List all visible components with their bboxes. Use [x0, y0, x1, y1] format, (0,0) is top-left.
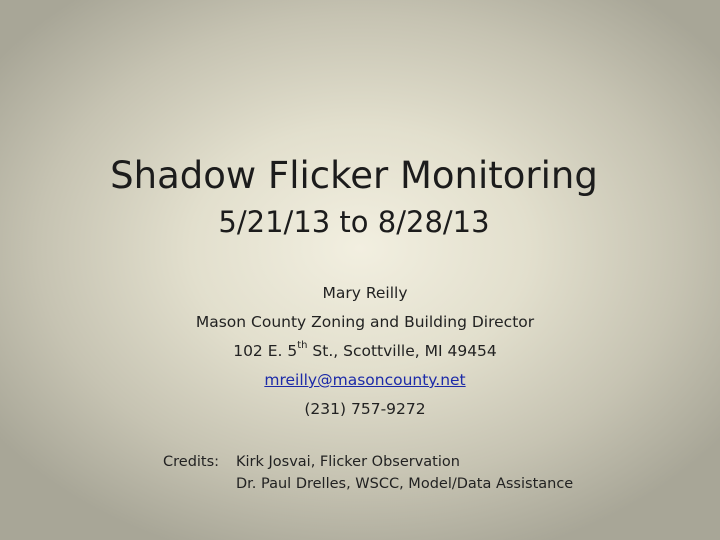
- slide-title: Shadow Flicker Monitoring: [110, 154, 598, 197]
- address-prefix: 102 E. 5: [233, 342, 298, 360]
- contact-address: [0, 337, 720, 366]
- address-suffix: St., Scottville, MI 49454: [307, 342, 497, 360]
- contact-name: Mary Reilly: [322, 284, 408, 302]
- email-link[interactable]: mreilly@masoncounty.net: [264, 371, 466, 389]
- credit-item: Kirk Josvai, Flicker Observation: [236, 454, 460, 470]
- address-superscript: th: [297, 339, 308, 351]
- credit-item: Dr. Paul Drelles, WSCC, Model/Data Assistance: [236, 476, 574, 492]
- contact-phone: (231) 757-9272: [304, 400, 426, 418]
- contact-position: Mason County Zoning and Building Director: [195, 313, 535, 331]
- credits-label: Credits:: [163, 454, 220, 470]
- contact-block: [0, 279, 720, 424]
- credits-list: [236, 451, 573, 495]
- contact-email-line: [0, 366, 720, 395]
- slide-subtitle: 5/21/13 to 8/28/13: [218, 205, 490, 239]
